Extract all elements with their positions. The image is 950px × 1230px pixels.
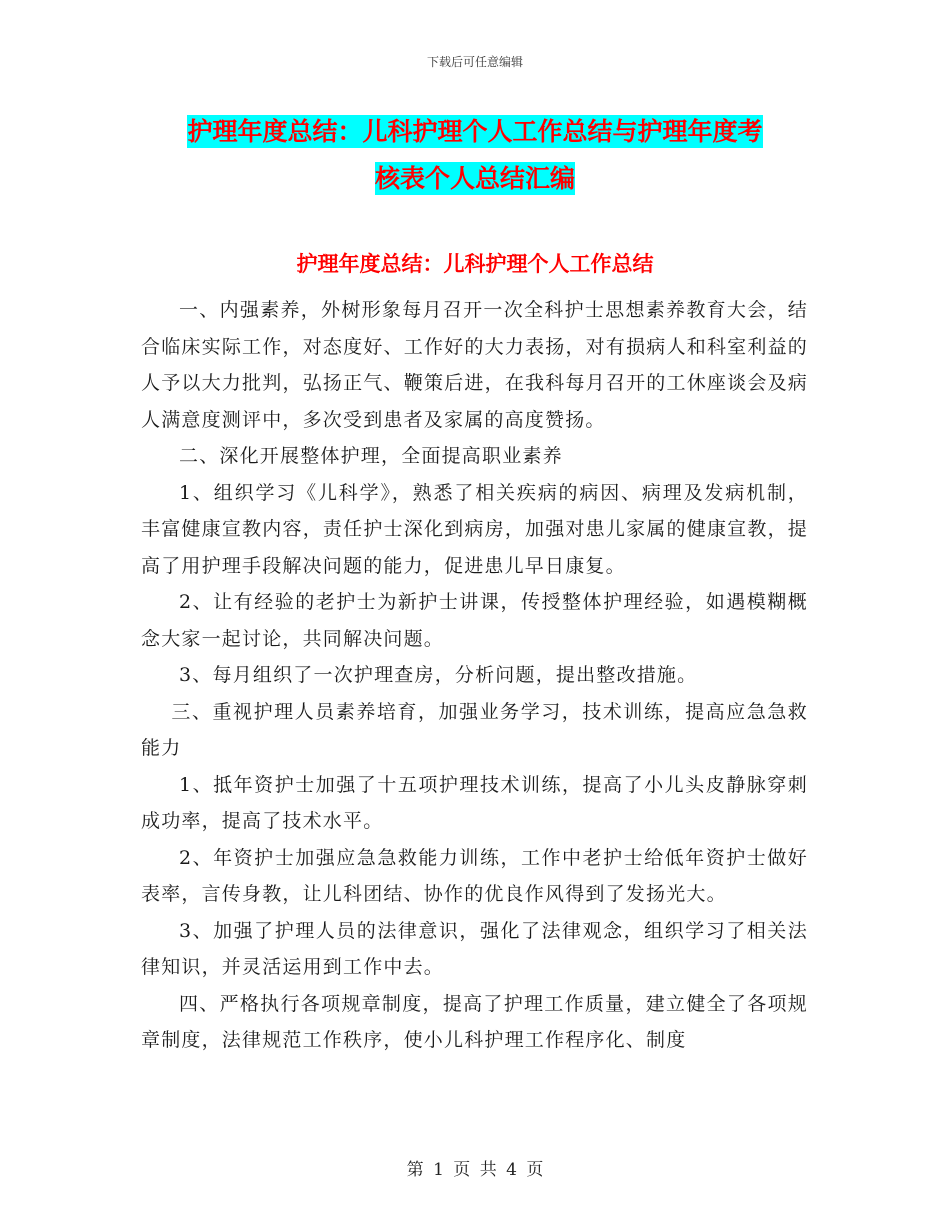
document-title-line-1: 护理年度总结：儿科护理个人工作总结与护理年度考 [187, 117, 763, 146]
document-title-line-2: 核表个人总结汇编 [374, 164, 575, 193]
paragraph-8: 2、年资护士加强应急急救能力训练，工作中老护士给低年资护士做好表率，言传身教，让儿科团结、协作的优良作风得到了发扬光大。 [141, 846, 808, 905]
paragraph-3: 1、组织学习《儿科学》，熟悉了相关疾病的病因、病理及发病机制，丰富健康宣教内容，责任护士深化到病房，加强对患儿家属的健康宣教，提高了用护理手段解决问题的能力，促进患儿早日康复。 [141, 481, 808, 577]
document-body [141, 292, 808, 1059]
paragraph-10: 四、严格执行各项规章制度，提高了护理工作质量，建立健全了各项规章制度，法律规范工作秩序，使小儿科护理工作程序化、制度 [141, 992, 808, 1051]
paragraph-6: 三、重视护理人员素养培育，加强业务学习，技术训练，提高应急急救能力 [141, 700, 808, 759]
section-heading: 护理年度总结：儿科护理个人工作总结 [296, 252, 654, 276]
paragraph-5: 3、每月组织了一次护理查房，分析问题，提出整改措施。 [179, 664, 698, 686]
paragraph-4: 2、让有经验的老护士为新护士讲课，传授整体护理经验，如遇模糊概念大家一起讨论，共同解决问题。 [141, 591, 808, 650]
paragraph-7: 1、抵年资护士加强了十五项护理技术训练，提高了小儿头皮静脉穿刺成功率，提高了技术水平。 [141, 773, 808, 832]
paragraph-9: 3、加强了护理人员的法律意识，强化了法律观念，组织学习了相关法律知识，并灵活运用到工作中去。 [141, 919, 808, 978]
page-header-note: 下载后可任意编辑 [426, 55, 523, 69]
paragraph-1: 一、内强素养，外树形象每月召开一次全科护士思想素养教育大会，结合临床实际工作，对态度好、工作好的大力表扬，对有损病人和科室利益的人予以大力批判，弘扬正气、鞭策后进，在我科每月召开的工休座谈会及病人满意度测评中，多次受到患者及家属的高度赞扬。 [141, 299, 808, 431]
document-title [140, 108, 810, 202]
page-number-footer: 第 1 页 共 4 页 [406, 1160, 544, 1180]
paragraph-2: 二、深化开展整体护理，全面提高职业素养 [179, 445, 563, 467]
